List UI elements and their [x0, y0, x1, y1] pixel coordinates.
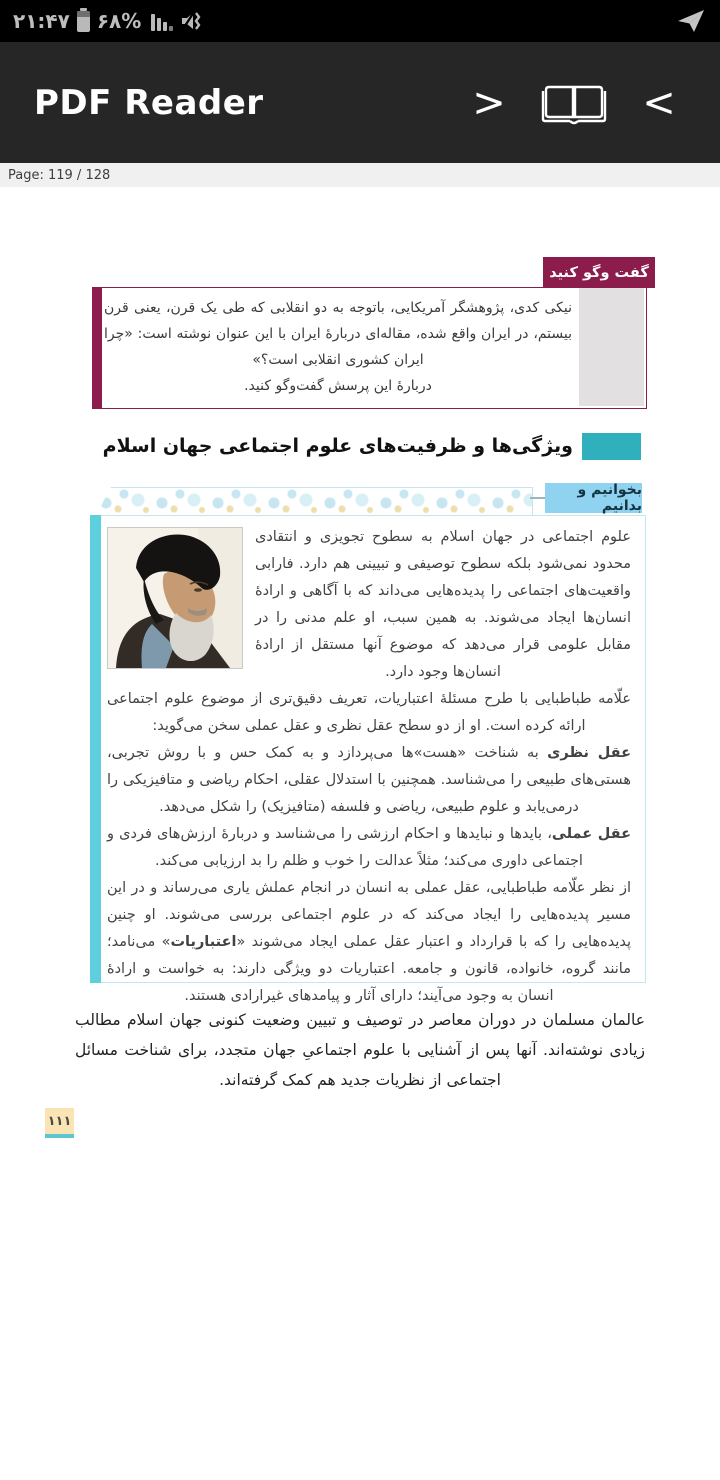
section-title-chip	[582, 433, 641, 460]
discussion-box-header: گفت وگو کنید	[543, 257, 655, 288]
discussion-paragraph: نیکی کدی، پژوهشگر آمریکایی، باتوجه به دو انقلابی که طی یک قرن، یعنی قرن بیستم، در ایران واقع شده، مقاله‌ای دربارهٔ ایران با این عنوان نوشته است: «چرا ایران کشوری انقلابی است؟»	[104, 300, 572, 368]
telegram-icon	[676, 7, 706, 35]
readbox-accent-bar	[90, 515, 101, 983]
signal-bars-icon	[151, 11, 173, 31]
readbox-connector-line	[530, 497, 545, 499]
section-title-row	[103, 433, 641, 460]
page-number-badge: ۱۱۱	[45, 1108, 74, 1138]
closing-paragraph: عالمان مسلمان در دوران معاصر در توصیف و تبیین وضعیت کنونی جهان اسلام مطالب زیادی نوشته‌اند. آنها پس از آشنایی با علوم اجتماعیِ جهان متجدد، برای شناخت مسائل اجتماعی از نظریات جدید هم کمک گرفته‌اند.	[75, 1011, 645, 1089]
discussion-box-side-strip	[579, 288, 644, 406]
readbox-paragraph: عقل نظری به شناخت «هست»ها می‌پردازد و به کمک حس و با روش تجربی، هستی‌های طبیعی را می‌شناسد. همچنین با استدلال عقلی، احکام ریاضی و متافیزیکی را درمی‌یابد و علوم طبیعی، ریاضی و فلسفه (متافیزیک) را شکل می‌دهد.	[107, 745, 631, 815]
vibrate-mute-icon	[180, 9, 206, 33]
discussion-box-accent-bar	[92, 287, 102, 409]
readbox-floral-band	[95, 487, 533, 517]
tabatabai-portrait	[107, 527, 243, 669]
bookmarks-button[interactable]	[528, 80, 620, 126]
app-bar	[0, 42, 720, 163]
closing-paragraph-block	[75, 1005, 645, 1095]
readbox-paragraph: از نظر علّامه طباطبایی، عقل عملی به انسان در انجام عملش یاری می‌رساند و در این مسیر پدیده‌هایی را ایجاد می‌کند که در علوم اجتماعی بررسی می‌شوند. او چنین پدیده‌هایی را که با قرارداد و اعتبار عقل عملی ایجاد می‌شوند «اعتباریات» می‌نامد؛ مانند گروه، خانواده، قانون و جامعه. اعتباریات دو ویژگی دارند: به خواست و ارادهٔ انسان به وجود می‌آیند؛ دارای آثار و پیامدهای غیرارادی هستند.	[107, 880, 631, 1004]
discussion-box-text	[104, 295, 572, 399]
clock: ۲۱:۴۷	[13, 9, 70, 33]
readbox-paragraph: عقل عملی، بایدها و نبایدها و احکام ارزشی را می‌شناسد و دربارهٔ ارزش‌های فردی و اجتماعی داوری می‌کند؛ مثلاً عدالت را خوب و ظلم را بد ارزیابی می‌کند.	[107, 826, 632, 869]
prev-page-button[interactable]: <	[642, 79, 676, 126]
next-page-button[interactable]: >	[472, 79, 506, 126]
discussion-paragraph: دربارهٔ این پرسش گفت‌وگو کنید.	[244, 378, 432, 394]
page-indicator: Page: 119 / 128	[8, 167, 111, 183]
section-title: ویژگی‌ها و ظرفیت‌های علوم اجتماعی جهان اسلام	[102, 435, 573, 457]
app-bar-actions	[450, 80, 720, 126]
status-right-cluster	[676, 7, 720, 35]
battery-percent: ۶۸%	[96, 9, 142, 33]
pdf-page[interactable]	[0, 187, 720, 1480]
readbox-paragraph: علّامه طباطبایی با طرح مسئلهٔ اعتباریات، تعریف دقیق‌تری از موضوع علوم اجتماعی ارائه کرده است. او از دو سطح عقل نظری و عقل عملی سخن می‌گوید:	[107, 691, 631, 734]
battery-icon	[77, 11, 90, 32]
readbox-content	[107, 524, 631, 1010]
app-title: PDF Reader	[34, 82, 264, 123]
page-indicator-strip	[0, 163, 720, 187]
status-bar	[0, 0, 720, 42]
readbox-header: بخوانیم و بدانیم	[545, 483, 642, 513]
status-left-cluster	[0, 9, 206, 33]
readbox-paragraph: علوم اجتماعی در جهان اسلام به سطوح تجویزی و انتقادی محدود نمی‌شود بلکه سطوح توصیفی و تبیینی هم دارد. فارابی واقعیت‌های اجتماعی را پدیده‌هایی می‌داند که با آگاهی و ارادهٔ انسان‌ها ایجاد می‌شوند. به همین سبب، او علم مدنی را در مقابل علومی قرار می‌دهد که موضوع آنها مستقل از ارادهٔ انسان‌ها وجود دارد.	[255, 529, 631, 680]
open-book-icon	[540, 80, 608, 126]
